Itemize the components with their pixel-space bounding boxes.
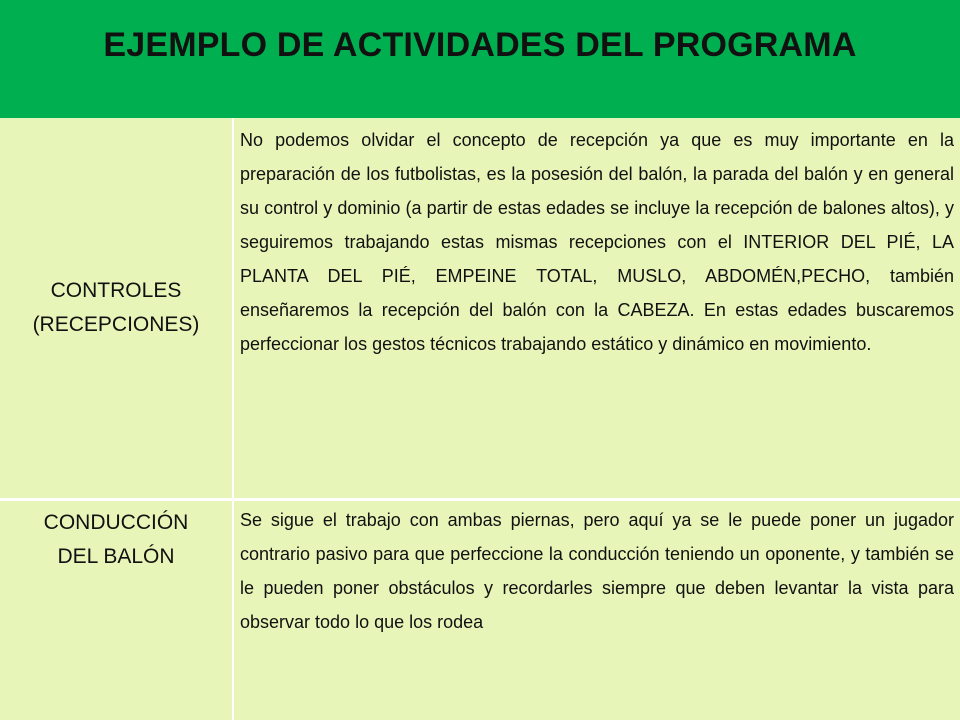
activities-table <box>0 118 960 720</box>
activity-label-line: DEL BALÓN <box>57 545 175 568</box>
activity-label-line: CONTROLES <box>50 279 182 302</box>
row-divider <box>0 498 960 501</box>
activity-label-line: (RECEPCIONES) <box>32 313 200 336</box>
table-row-controles <box>0 118 960 498</box>
column-divider <box>232 118 234 720</box>
activity-description: Se sigue el trabajo con ambas piernas, pero aquí ya se le puede poner un jugador contrario pasivo para que perfeccione la conducción teniendo un oponente, y también se le pueden poner obstáculos y recordarles siempre que deben levantar la vista para observar todo lo que los rodea <box>240 510 954 632</box>
activity-description-cell <box>234 118 960 498</box>
page-title: EJEMPLO DE ACTIVIDADES DEL PROGRAMA <box>103 26 857 64</box>
activity-label-cell <box>0 118 232 498</box>
activity-label-line: CONDUCCIÓN <box>43 511 189 534</box>
activity-label <box>33 274 200 342</box>
activity-label <box>0 501 232 574</box>
title-banner <box>0 0 960 118</box>
activity-description: No podemos olvidar el concepto de recepción ya que es muy importante en la preparación de los futbolistas, es la posesión del balón, la parada del balón y en general su control y dominio (a partir de estas edades se incluye la recepción de balones altos), y seguiremos trabajando estas mismas recepciones con el INTERIOR DEL PIÉ, LA PLANTA DEL PIÉ, EMPEINE TOTAL, MUSLO, ABDOMÉN,PECHO, también enseñaremos la recepción del balón con la CABEZA. En estas edades buscaremos perfeccionar los gestos técnicos trabajando estático y dinámico en movimiento. <box>240 130 954 354</box>
table-row-conduccion <box>0 501 960 720</box>
activity-description-cell <box>234 501 960 720</box>
activity-label-cell <box>0 501 232 720</box>
